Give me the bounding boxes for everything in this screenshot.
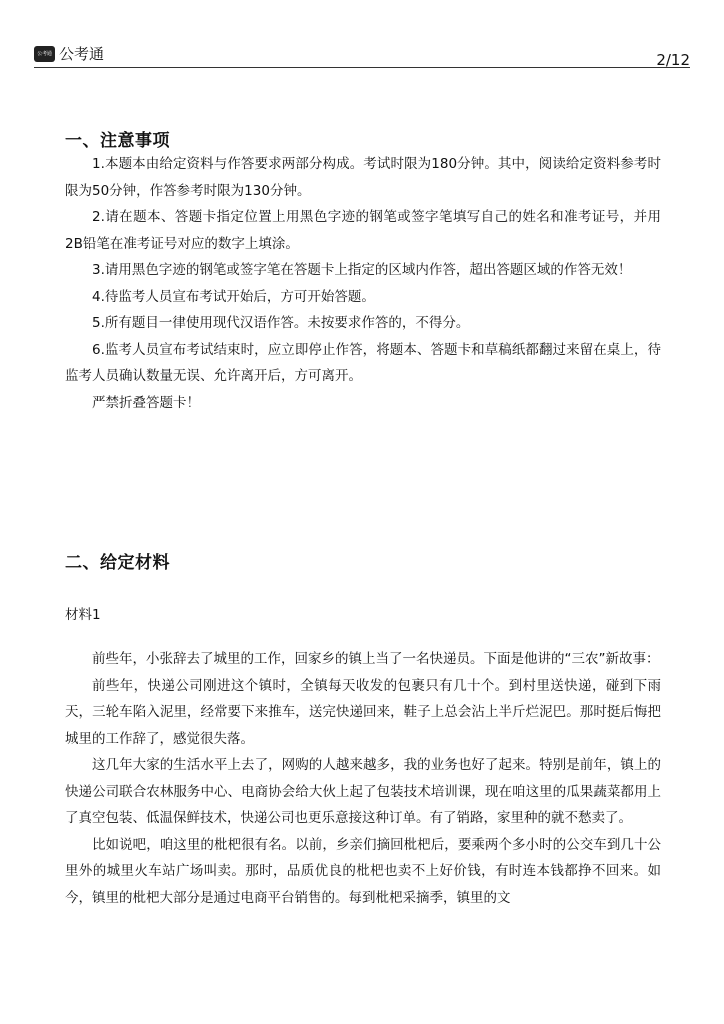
notice-item: 严禁折叠答题卡！ — [92, 394, 200, 411]
section-materials-title: 二、给定材料 — [65, 553, 170, 573]
section-notice-title: 一、注意事项 — [65, 131, 170, 151]
material-paragraph: 前些年，快递公司刚进这个镇时，全镇每天收发的包裹只有几十个。到村里送快递，碰到下雨天，三轮车陷入泥里，经常要下来推车，送完快递回来，鞋子上总会沾上半斤烂泥巴。那时挺后悔把城里的工作辞了，感觉很失落。 — [65, 677, 661, 747]
notice-item: 1.本题本由给定资料与作答要求两部分构成。考试时限为180分钟。其中，阅读给定资料参考时限为50分钟，作答参考时限为130分钟。 — [65, 156, 661, 199]
notice-item: 2.请在题本、答题卡指定位置上用黑色字迹的钢笔或签字笔填写自己的姓名和准考证号，并用2B铅笔在准考证号对应的数字上填涂。 — [65, 209, 661, 252]
header-divider — [34, 67, 690, 68]
material-paragraph: 这几年大家的生活水平上去了，网购的人越来越多，我的业务也好了起来。特别是前年，镇上的快递公司联合农林服务中心、电商协会给大伙上起了包装技术培训课，现在咱这里的瓜果蔬菜都用上了真空包装、低温保鲜技术，快递公司也更乐意接这种订单。有了销路，家里种的就不愁卖了。 — [65, 757, 661, 826]
material-paragraph: 前些年，小张辞去了城里的工作，回家乡的镇上当了一名快递员。下面是他讲的“三农”新故事： — [92, 651, 660, 667]
page-header — [34, 44, 690, 68]
material-paragraph: 比如说吧，咱这里的枇杷很有名。以前，乡亲们摘回枇杷后，要乘两个多小时的公交车到几十公里外的城里火车站广场叫卖。那时，品质优良的枇杷也卖不上好价钱，有时连本钱都挣不回来。如今，镇里的枇杷大部分是通过电商平台销售的。每到枇杷采摘季，镇里的文 — [65, 836, 661, 906]
notice-item: 4.待监考人员宣布考试开始后，方可开始答题。 — [92, 288, 375, 305]
notice-item: 5.所有题目一律使用现代汉语作答。未按要求作答的，不得分。 — [92, 315, 470, 331]
page-number: 2/12 — [656, 51, 690, 69]
notice-list — [65, 151, 661, 416]
material-body — [65, 646, 661, 911]
material-label: 材料1 — [65, 607, 101, 623]
brand-name: 公考通 — [59, 45, 105, 63]
notice-item: 6.监考人员宣布考试结束时，应立即停止作答，将题本、答题卡和草稿纸都翻过来留在桌上，待监考人员确认数量无误、允许离开后，方可离开。 — [65, 341, 661, 384]
logo-icon: 公考通 — [34, 46, 55, 62]
notice-item: 3.请用黑色字迹的钢笔或签字笔在答题卡上指定的区域内作答，超出答题区域的作答无效！ — [92, 262, 632, 278]
